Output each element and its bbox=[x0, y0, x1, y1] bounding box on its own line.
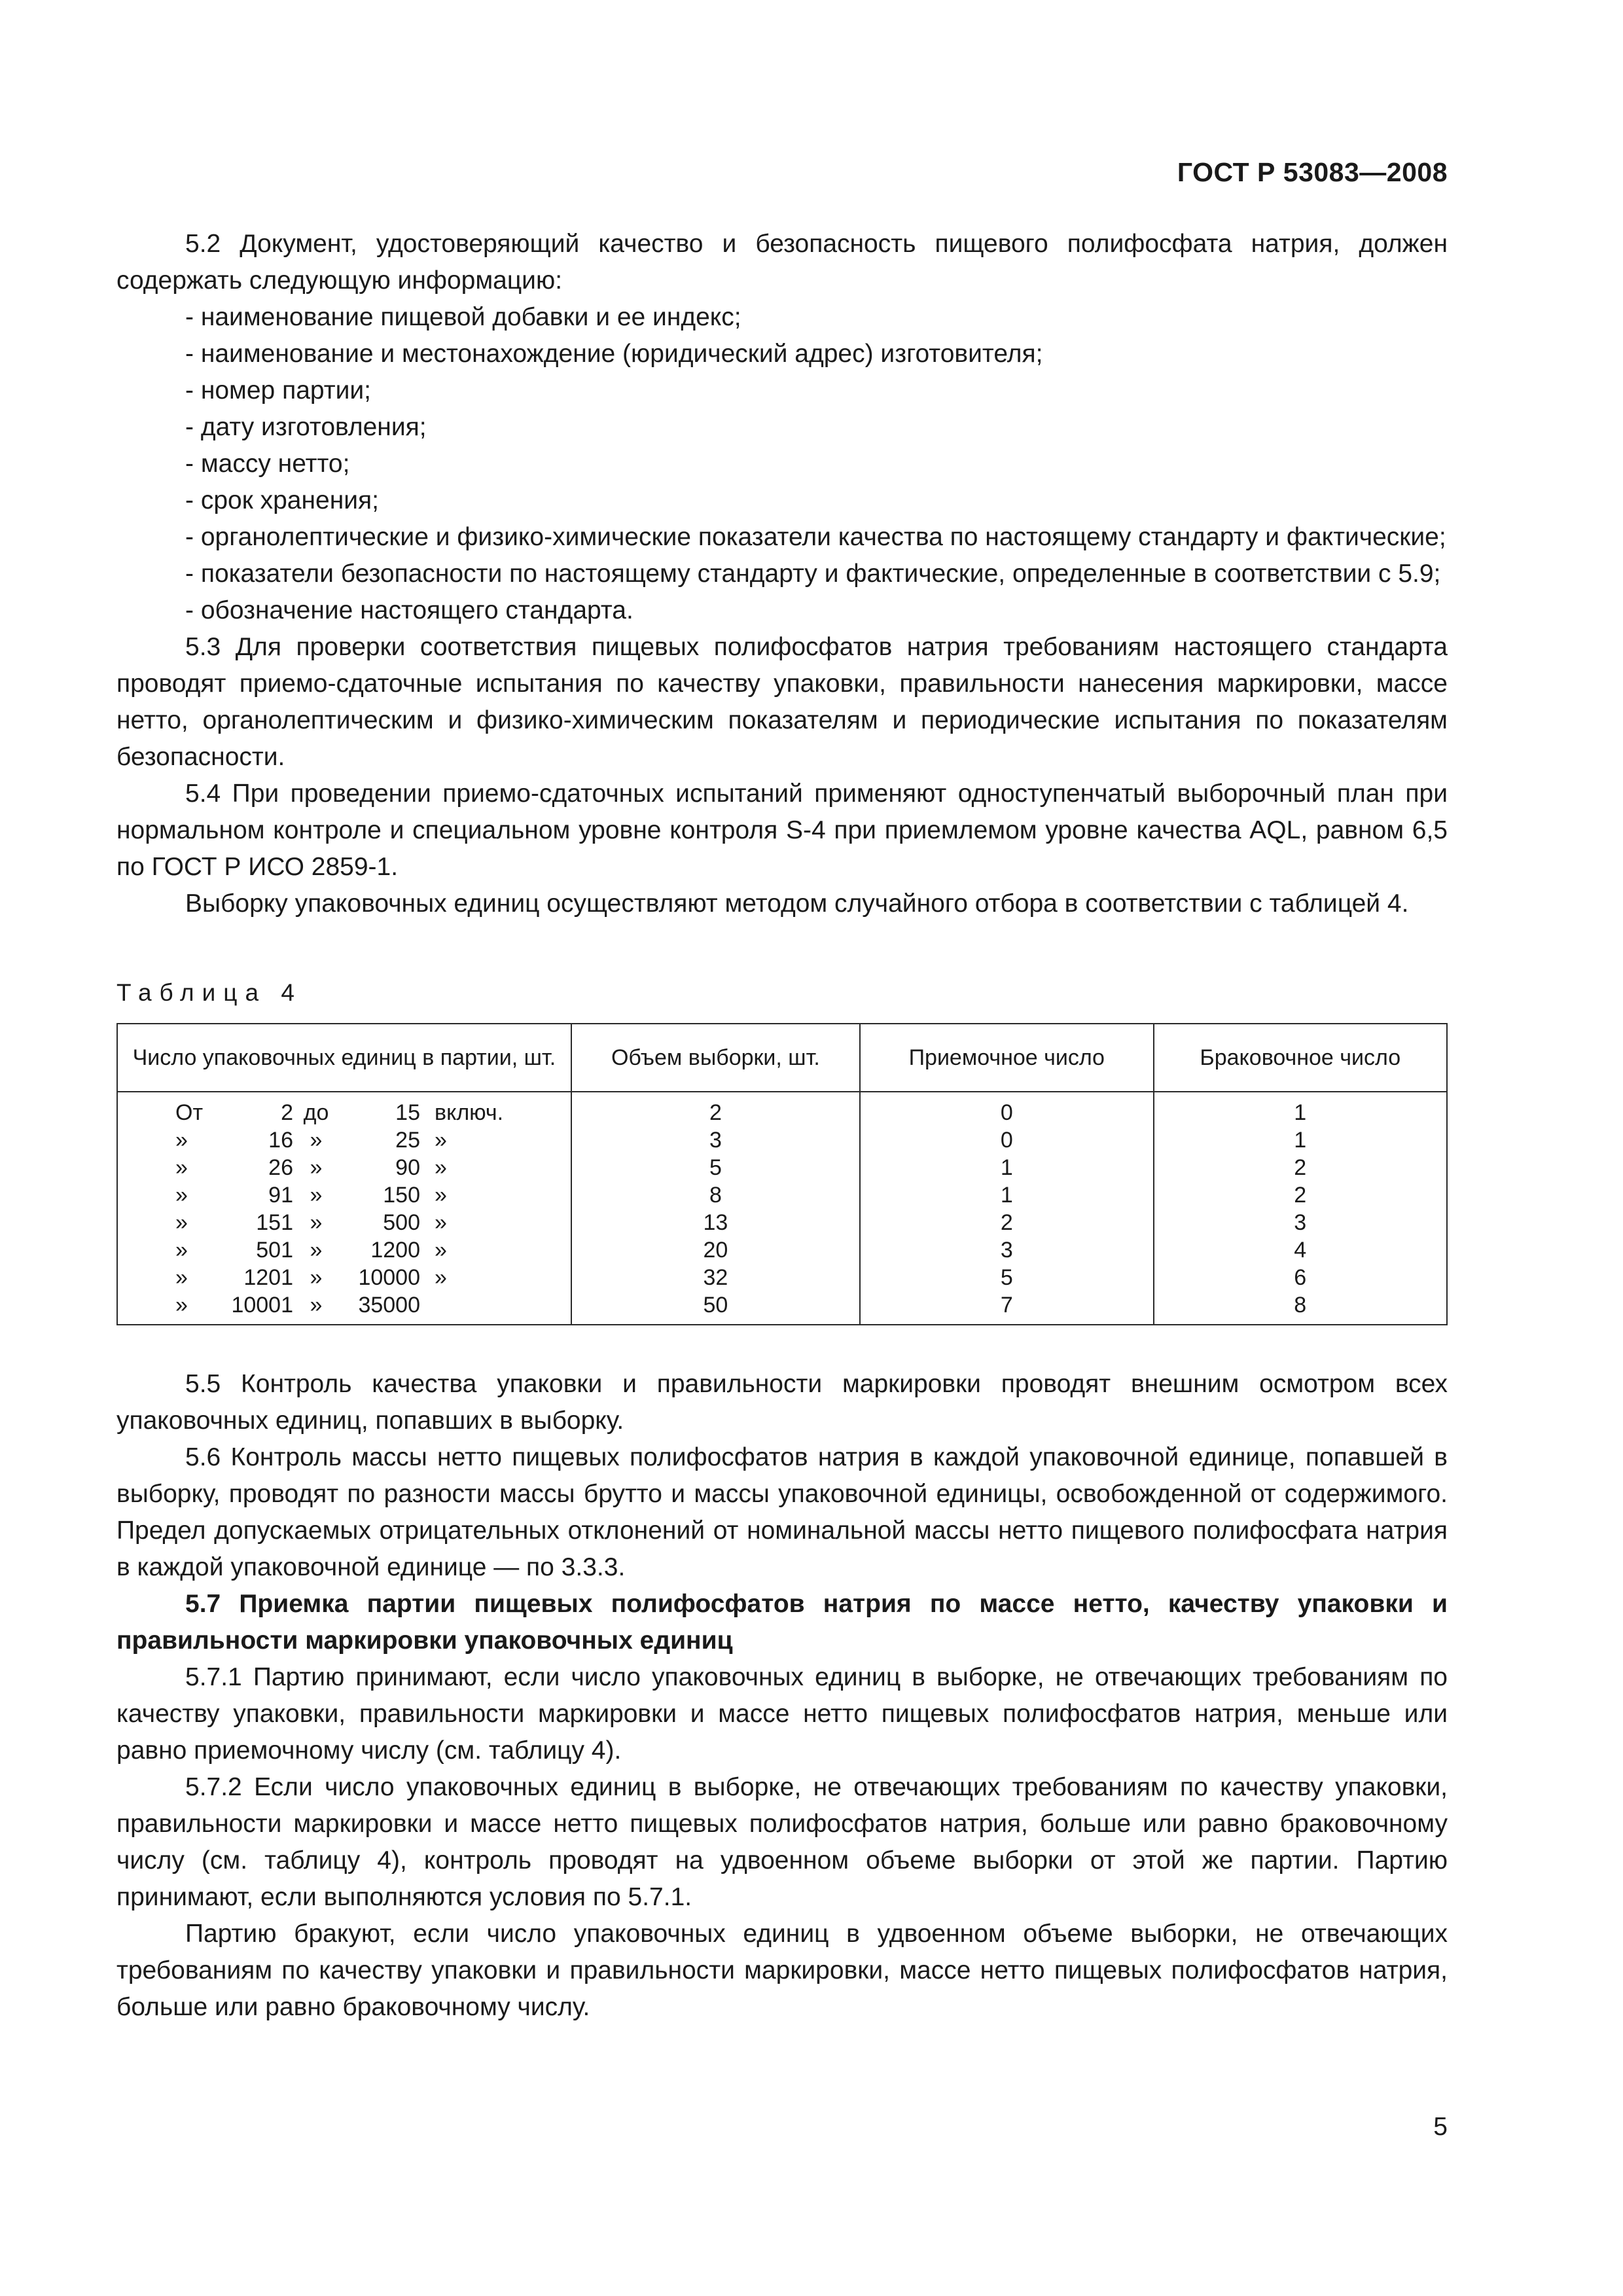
range-sep: » bbox=[310, 1210, 323, 1235]
rejection-number-value: 4 bbox=[1294, 1238, 1307, 1263]
range-suffix: » bbox=[435, 1128, 447, 1153]
acceptance-number-column bbox=[860, 1092, 1153, 1325]
range-sep: » bbox=[310, 1155, 323, 1180]
header-acceptance-number: Приемочное число bbox=[860, 1024, 1153, 1092]
rejection-number-value: 8 bbox=[1294, 1293, 1307, 1318]
range-row bbox=[175, 1099, 571, 1126]
list-item: - массу нетто; bbox=[185, 450, 350, 478]
range-suffix: » bbox=[435, 1183, 447, 1208]
range-suffix: включ. bbox=[435, 1100, 504, 1125]
sample-size-value: 2 bbox=[709, 1100, 722, 1125]
acceptance-number-value: 3 bbox=[1000, 1238, 1013, 1263]
rejection-paragraph: Партию бракуют, если число упаковочных единиц в удвоенном объеме выборки, не отвечающих требованиям по качеству упаковки и правильности маркировки, массе нетто пищевых полифосфатов натрия, больше или равно браковочному числу. bbox=[116, 1920, 1448, 2021]
document-body bbox=[116, 226, 1448, 2026]
range-suffix: » bbox=[435, 1265, 447, 1290]
range-prefix: » bbox=[175, 1183, 188, 1208]
section-5-3: 5.3 Для проверки соответствия пищевых полифосфатов натрия требованиям настоящего стандарта проводят приемо-сдаточные испытания по качеству упаковки, правильности нанесения маркировки, массе нетто, органолептическим и физико-химическим показателям и периодические испытания по показателям безопасности. bbox=[116, 633, 1448, 771]
range-row bbox=[175, 1126, 571, 1154]
section-5-7-2: 5.7.2 Если число упаковочных единиц в выборке, не отвечающих требованиям по качеству упаковки, правильности маркировки и массе нетто пищевых полифосфатов натрия, больше или равно браковочному числу (см. таблицу 4), контроль проводят на удвоенном объеме выборки от этой же партии. Партию принимают, если выполняются условия по 5.7.1. bbox=[116, 1773, 1448, 1911]
header-lot-size: Число упаковочных единиц в партии, шт. bbox=[117, 1024, 571, 1092]
section-5-7-title: 5.7 Приемка партии пищевых полифосфатов натрия по массе нетто, качеству упаковки и правильности маркировки упаковочных единиц bbox=[116, 1590, 1448, 1655]
range-from: 16 bbox=[268, 1128, 293, 1153]
range-sep: » bbox=[310, 1183, 323, 1208]
sample-size-value: 32 bbox=[703, 1265, 728, 1290]
sample-size-column bbox=[571, 1092, 860, 1325]
table-4 bbox=[116, 1023, 1448, 1325]
range-suffix bbox=[420, 1291, 435, 1319]
acceptance-number-value: 0 bbox=[1000, 1128, 1013, 1153]
range-to: 1200 bbox=[370, 1238, 420, 1263]
range-row bbox=[175, 1264, 571, 1291]
sample-size-value: 8 bbox=[709, 1183, 722, 1208]
rejection-number-value: 2 bbox=[1294, 1183, 1307, 1208]
range-sep: » bbox=[310, 1293, 323, 1318]
rejection-number-column bbox=[1154, 1092, 1447, 1325]
standard-code-header: ГОСТ Р 53083—2008 bbox=[1177, 157, 1448, 187]
acceptance-number-value: 2 bbox=[1000, 1210, 1013, 1235]
range-from: 10001 bbox=[231, 1293, 293, 1318]
range-prefix: » bbox=[175, 1265, 188, 1290]
rejection-number-value: 1 bbox=[1294, 1100, 1307, 1125]
range-from: 151 bbox=[256, 1210, 293, 1235]
rejection-number-value: 2 bbox=[1294, 1155, 1307, 1180]
section-5-5: 5.5 Контроль качества упаковки и правильности маркировки проводят внешним осмотром всех упаковочных единиц, попавших в выборку. bbox=[116, 1370, 1448, 1435]
range-sep: » bbox=[310, 1265, 323, 1290]
sample-size-value: 5 bbox=[709, 1155, 722, 1180]
range-row bbox=[175, 1181, 571, 1209]
range-prefix: » bbox=[175, 1210, 188, 1235]
lot-size-ranges bbox=[117, 1092, 571, 1325]
table-header-row bbox=[117, 1024, 1447, 1092]
sampling-paragraph: Выборку упаковочных единиц осуществляют методом случайного отбора в соответствии с таблицей 4. bbox=[185, 889, 1409, 918]
range-prefix: От bbox=[175, 1100, 204, 1125]
range-to: 150 bbox=[383, 1183, 420, 1208]
list-item: - органолептические и физико-химические показатели качества по настоящему стандарту и фактические; bbox=[185, 523, 1446, 551]
list-item: - обозначение настоящего стандарта. bbox=[185, 596, 633, 624]
list-item: - наименование пищевой добавки и ее индекс; bbox=[185, 303, 741, 331]
list-item: - наименование и местонахождение (юридический адрес) изготовителя; bbox=[185, 340, 1043, 368]
sample-size-value: 3 bbox=[709, 1128, 722, 1153]
range-from: 1201 bbox=[243, 1265, 293, 1290]
range-to: 90 bbox=[395, 1155, 420, 1180]
range-to: 10000 bbox=[358, 1265, 420, 1290]
range-prefix: » bbox=[175, 1155, 188, 1180]
acceptance-number-value: 7 bbox=[1000, 1293, 1013, 1318]
sample-size-value: 13 bbox=[703, 1210, 728, 1235]
table-row bbox=[117, 1092, 1447, 1325]
list-item: - срок хранения; bbox=[185, 486, 379, 514]
range-to: 500 bbox=[383, 1210, 420, 1235]
range-row bbox=[175, 1236, 571, 1264]
range-prefix: » bbox=[175, 1128, 188, 1153]
section-5-2-intro: 5.2 Документ, удостоверяющий качество и безопасность пищевого полифосфата натрия, должен содержать следующую информацию: bbox=[116, 230, 1448, 295]
range-from: 2 bbox=[281, 1100, 293, 1125]
list-item: - номер партии; bbox=[185, 376, 371, 404]
section-5-7-1: 5.7.1 Партию принимают, если число упаковочных единиц в выборке, не отвечающих требованиям по качеству упаковки, правильности маркировки и массе нетто пищевых полифосфатов натрия, меньше или равно приемочному числу (см. таблицу 4). bbox=[116, 1663, 1448, 1765]
range-sep: до bbox=[303, 1100, 329, 1125]
section-5-4: 5.4 При проведении приемо-сдаточных испытаний применяют одноступенчатый выборочный план при нормальном контроле и специальном уровне контроля S-4 при приемлемом уровне качества AQL, равном 6,5 по ГОСТ Р ИСО 2859-1. bbox=[116, 780, 1448, 881]
rejection-number-value: 6 bbox=[1294, 1265, 1307, 1290]
range-sep: » bbox=[310, 1128, 323, 1153]
range-to: 25 bbox=[395, 1128, 420, 1153]
range-suffix: » bbox=[435, 1238, 447, 1263]
range-suffix: » bbox=[435, 1210, 447, 1235]
range-row bbox=[175, 1209, 571, 1236]
section-5-6: 5.6 Контроль массы нетто пищевых полифосфатов натрия в каждой упаковочной единице, попавшей в выборку, проводят по разности массы брутто и массы упаковочной единицы, освобожденной от содержимого. Предел допускаемых отрицательных отклонений от номинальной массы нетто пищевого полифосфата натрия в каждой упаковочной единице — по 3.3.3. bbox=[116, 1443, 1448, 1581]
sample-size-value: 50 bbox=[703, 1293, 728, 1318]
acceptance-number-value: 1 bbox=[1000, 1183, 1013, 1208]
list-item: - дату изготовления; bbox=[185, 413, 427, 441]
range-from: 91 bbox=[268, 1183, 293, 1208]
range-to: 15 bbox=[395, 1100, 420, 1125]
list-item: - показатели безопасности по настоящему стандарту и фактические, определенные в соответствии с 5.9; bbox=[185, 560, 1441, 588]
acceptance-number-value: 1 bbox=[1000, 1155, 1013, 1180]
range-from: 501 bbox=[256, 1238, 293, 1263]
page-number: 5 bbox=[1433, 2113, 1448, 2141]
sample-size-value: 20 bbox=[703, 1238, 728, 1263]
rejection-number-value: 3 bbox=[1294, 1210, 1307, 1235]
range-sep: » bbox=[310, 1238, 323, 1263]
range-row bbox=[175, 1154, 571, 1181]
header-sample-size: Объем выборки, шт. bbox=[571, 1024, 860, 1092]
acceptance-number-value: 5 bbox=[1000, 1265, 1013, 1290]
range-prefix: » bbox=[175, 1293, 188, 1318]
range-row bbox=[175, 1291, 571, 1319]
range-to: 35000 bbox=[358, 1293, 420, 1318]
range-prefix: » bbox=[175, 1238, 188, 1263]
rejection-number-value: 1 bbox=[1294, 1128, 1307, 1153]
acceptance-number-value: 0 bbox=[1000, 1100, 1013, 1125]
table-caption: Таблица 4 bbox=[116, 979, 302, 1006]
header-rejection-number: Браковочное число bbox=[1154, 1024, 1447, 1092]
range-suffix: » bbox=[435, 1155, 447, 1180]
range-from: 26 bbox=[268, 1155, 293, 1180]
